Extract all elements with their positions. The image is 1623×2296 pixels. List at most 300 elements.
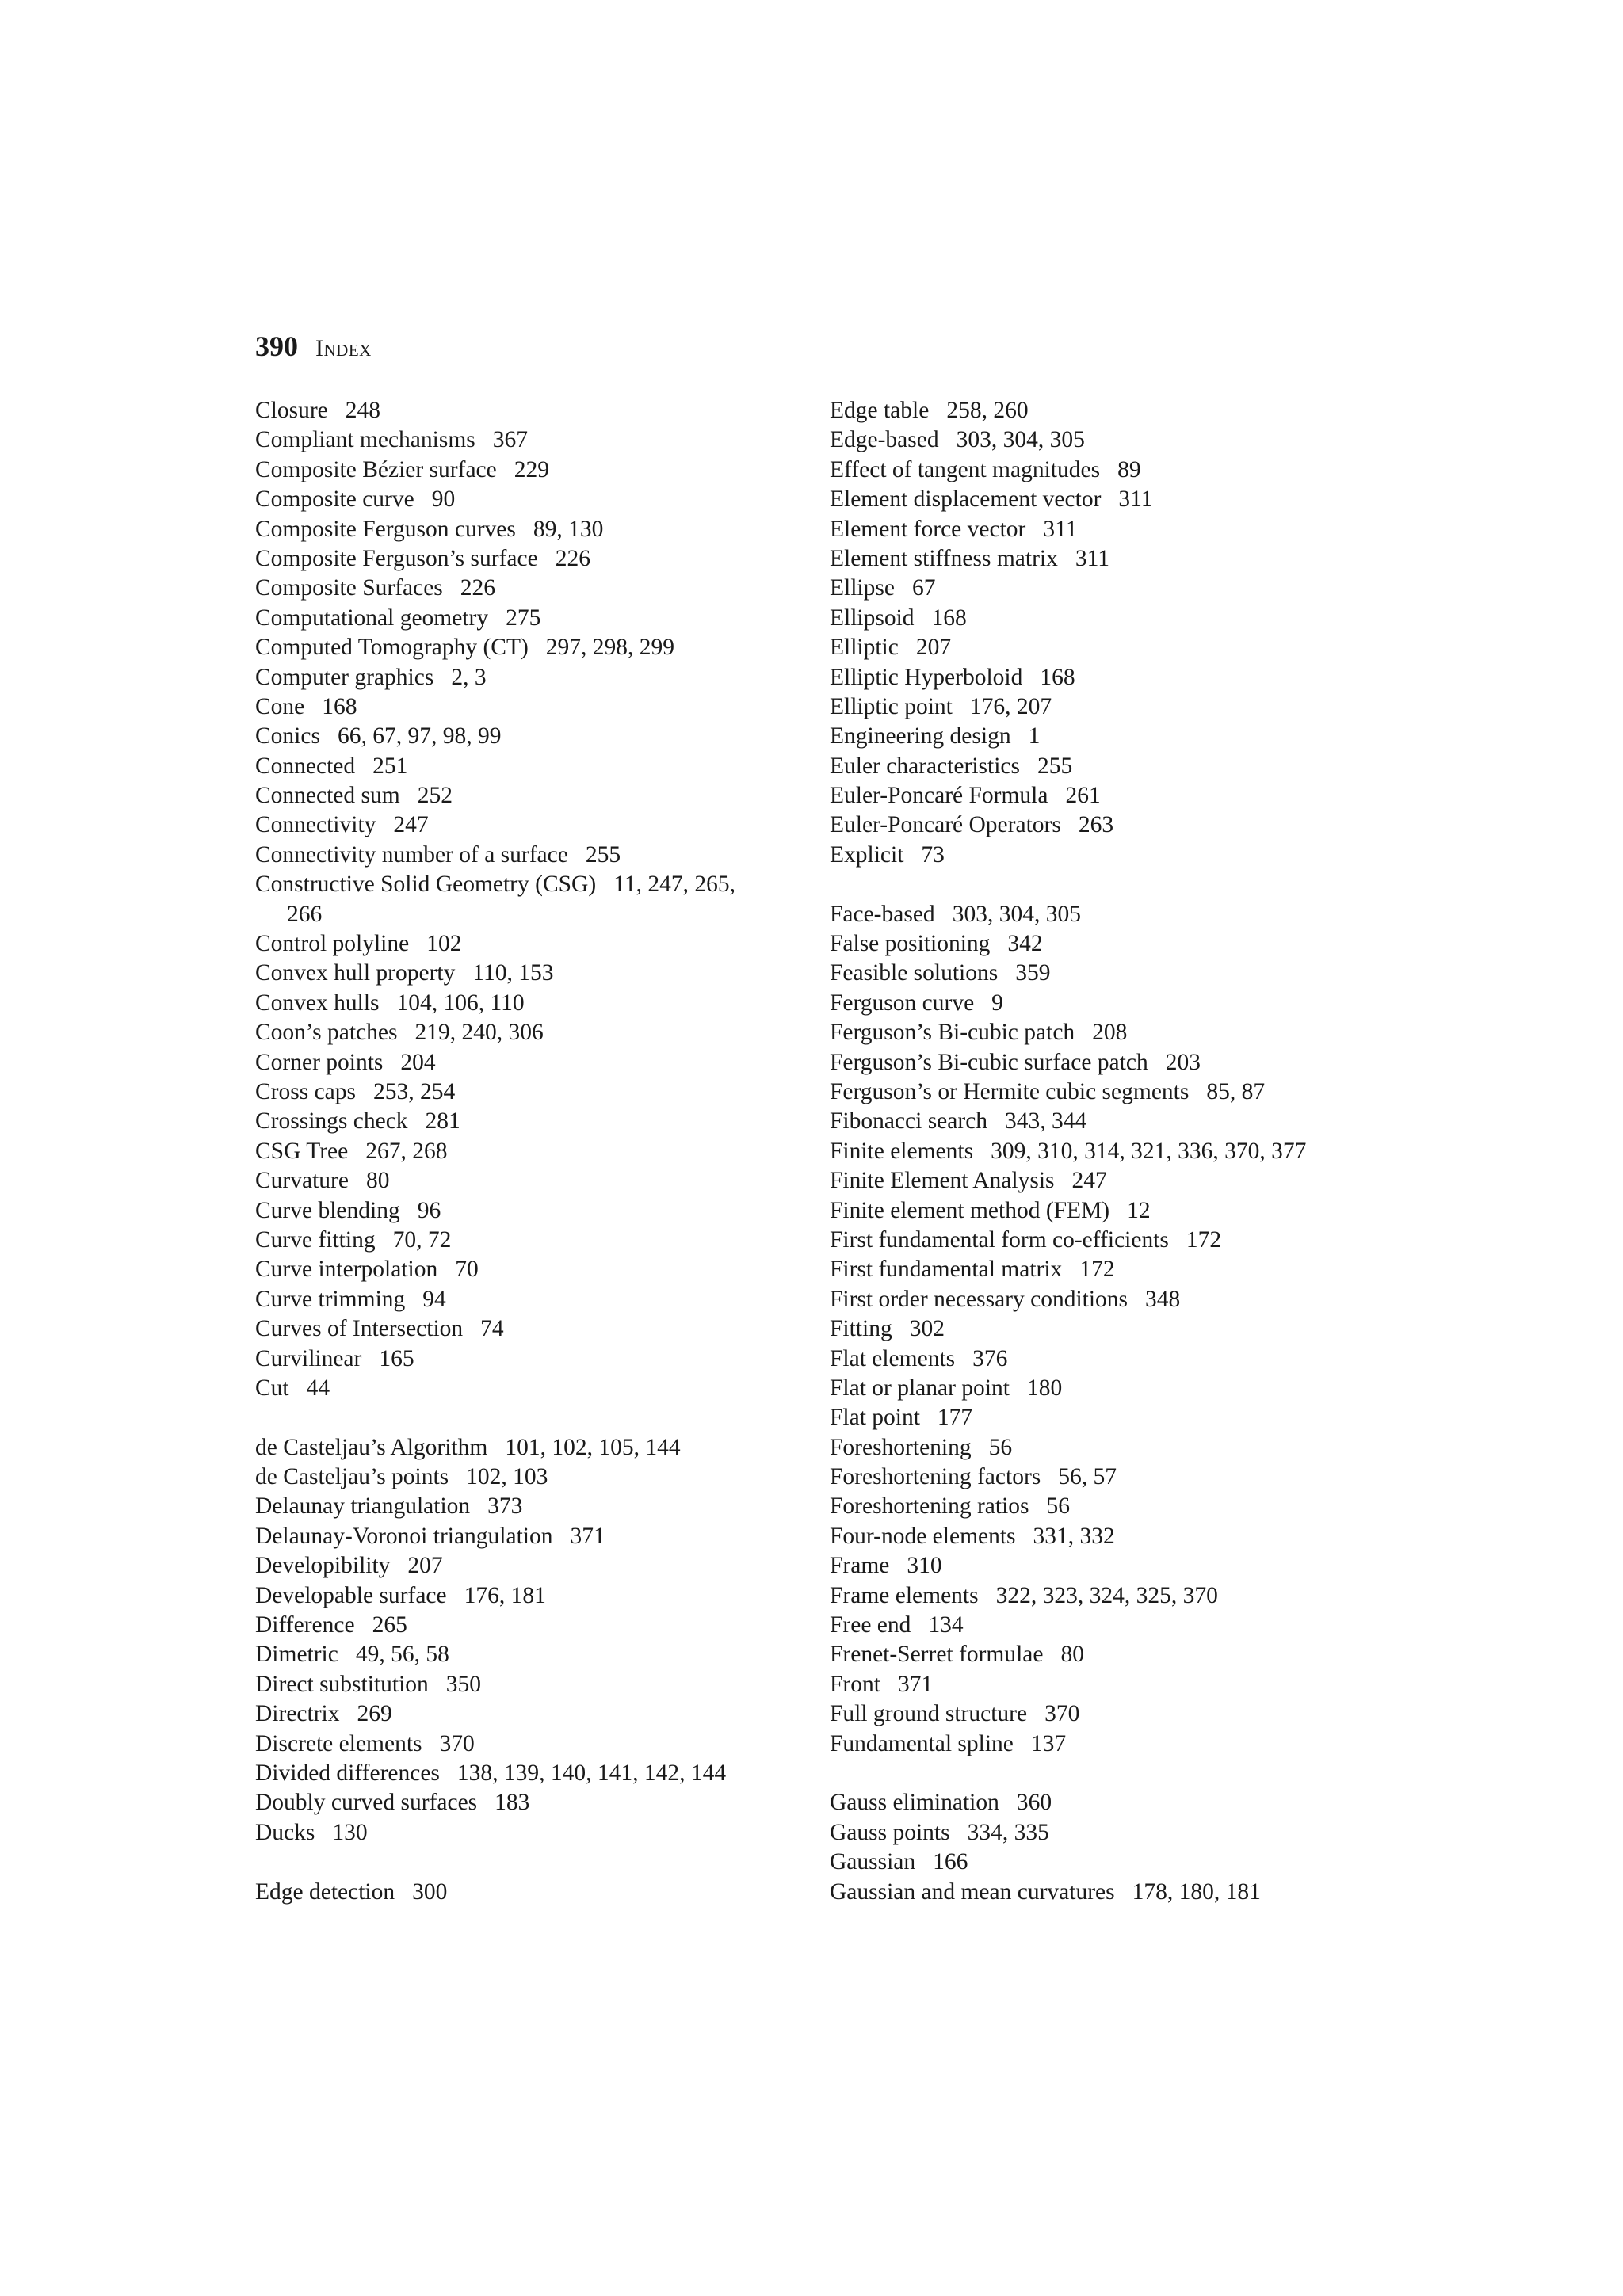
index-term: Feasible solutions (830, 960, 999, 986)
index-pages: 177 (937, 1405, 973, 1431)
index-term: Ferguson curve (830, 990, 975, 1016)
index-entry (830, 959, 1384, 988)
index-term: Cone (255, 693, 305, 719)
index-entry (830, 544, 1384, 574)
index-term: Free end (830, 1612, 911, 1638)
index-pages: 56, 57 (1058, 1464, 1117, 1490)
index-pages: 309, 310, 314, 321, 336, 370, 377 (991, 1138, 1307, 1164)
index-term: Foreshortening (830, 1434, 972, 1460)
index-term: Edge-based (830, 427, 939, 453)
index-pages: 297, 298, 299 (545, 635, 675, 661)
index-entry (830, 1433, 1384, 1463)
index-entry (255, 1374, 810, 1403)
index-term: Ellipsoid (830, 605, 915, 631)
index-entry (255, 1730, 810, 1759)
index-term: Coon’s patches (255, 1020, 398, 1046)
index-term: Explicit (830, 841, 904, 868)
index-term: Computational geometry (255, 605, 489, 631)
index-term: Corner points (255, 1049, 384, 1075)
index-term: Finite elements (830, 1138, 974, 1164)
index-entry (255, 633, 810, 662)
index-entry (255, 1759, 810, 1788)
index-pages: 89, 130 (533, 516, 604, 542)
index-entry (830, 810, 1384, 840)
index-pages: 367 (492, 427, 529, 453)
index-pages: 168 (1040, 664, 1075, 690)
index-pages: 204 (400, 1049, 436, 1075)
index-term: Composite Ferguson’s surface (255, 545, 538, 571)
index-pages: 311 (1075, 545, 1109, 571)
index-term: Control polyline (255, 931, 410, 957)
index-pages: 101, 102, 105, 144 (505, 1434, 681, 1460)
index-entry (830, 989, 1384, 1018)
index-pages: 281 (425, 1108, 460, 1135)
index-entry (830, 396, 1384, 425)
index-term: Delaunay triangulation (255, 1493, 471, 1520)
index-entry (255, 1137, 810, 1166)
index-term: Curve fitting (255, 1226, 376, 1253)
index-term: Crossings check (255, 1108, 408, 1135)
index-entry (255, 1107, 810, 1136)
index-pages: 263 (1078, 812, 1114, 838)
index-term: Connected sum (255, 783, 400, 809)
index-pages: 80 (1060, 1642, 1084, 1668)
index-term: Composite Surfaces (255, 575, 443, 601)
index-entry (255, 841, 810, 870)
index-pages: 229 (514, 456, 549, 482)
index-pages: 70 (455, 1257, 479, 1283)
index-term: de Casteljau’s Algorithm (255, 1434, 488, 1460)
index-entry (255, 1433, 810, 1463)
index-entry (830, 692, 1384, 722)
index-entry (255, 1522, 810, 1551)
index-term: Gaussian (830, 1849, 916, 1875)
index-pages: 172 (1079, 1257, 1115, 1283)
index-entry (255, 456, 810, 485)
index-pages: 248 (345, 398, 381, 423)
index-term: Frame elements (830, 1582, 979, 1608)
index-term: Curvature (255, 1168, 349, 1194)
index-entry (255, 544, 810, 574)
index-term: Curve interpolation (255, 1257, 438, 1283)
index-term: Gauss points (830, 1819, 950, 1845)
index-term: Dimetric (255, 1642, 338, 1668)
index-term: Fibonacci search (830, 1108, 988, 1135)
index-term: Closure (255, 398, 328, 423)
index-entry (830, 1551, 1384, 1581)
index-pages: 130 (332, 1819, 368, 1845)
index-pages: 348 (1145, 1286, 1181, 1312)
section-gap (255, 1403, 810, 1432)
index-pages: 207 (407, 1553, 443, 1579)
index-pages: 207 (915, 635, 952, 661)
index-entry (255, 959, 810, 988)
index-pages: 49, 56, 58 (355, 1642, 449, 1668)
index-term: Composite curve (255, 486, 414, 513)
index-pages: 265 (372, 1612, 407, 1638)
index-entry (830, 1699, 1384, 1729)
index-pages: 176, 207 (969, 693, 1052, 719)
index-entry (255, 574, 810, 603)
index-entry (255, 1285, 810, 1314)
index-entry (255, 663, 810, 692)
index-pages: 275 (506, 605, 541, 631)
index-entry (255, 929, 810, 959)
index-entry (255, 1344, 810, 1374)
index-term: Developibility (255, 1553, 391, 1579)
index-entry (830, 1314, 1384, 1344)
index-term: Cut (255, 1375, 289, 1401)
index-entry (255, 604, 810, 633)
index-entry (830, 1463, 1384, 1492)
index-pages: 203 (1165, 1049, 1201, 1075)
index-pages: 138, 139, 140, 141, 142, 144 (456, 1760, 727, 1786)
index-entry (255, 1314, 810, 1344)
index-entry (830, 1730, 1384, 1759)
index-pages: 322, 323, 324, 325, 370 (995, 1582, 1218, 1608)
index-term: Finite element method (FEM) (830, 1197, 1110, 1223)
index-entry (830, 1107, 1384, 1136)
index-entry (830, 1166, 1384, 1196)
index-entry (255, 1818, 810, 1848)
index-term: Face-based (830, 901, 935, 927)
index-pages: 253, 254 (373, 1079, 456, 1105)
index-pages-continuation: 266 (287, 901, 323, 927)
index-pages: 247 (393, 812, 429, 838)
index-pages: 258, 260 (946, 398, 1029, 423)
index-pages: 370 (1044, 1701, 1080, 1727)
index-term: Fitting (830, 1316, 892, 1342)
index-term: Flat or planar point (830, 1375, 1010, 1401)
index-pages: 165 (379, 1345, 414, 1371)
index-pages: 370 (439, 1730, 475, 1756)
index-term: Euler characteristics (830, 753, 1020, 779)
index-pages: 74 (480, 1316, 504, 1342)
index-entry (255, 1581, 810, 1611)
index-term: Front (830, 1671, 880, 1697)
index-pages: 311 (1043, 516, 1078, 542)
index-pages: 360 (1016, 1790, 1052, 1816)
index-pages: 269 (357, 1701, 392, 1727)
index-term: Ducks (255, 1819, 315, 1845)
index-pages: 311 (1118, 486, 1153, 513)
index-term: Edge detection (255, 1878, 395, 1905)
index-entry (830, 752, 1384, 781)
index-entry (255, 810, 810, 840)
index-entry (255, 1788, 810, 1817)
index-term: Curvilinear (255, 1345, 362, 1371)
index-term: CSG Tree (255, 1138, 349, 1164)
index-pages: 334, 335 (967, 1819, 1049, 1845)
index-term: Curves of Intersection (255, 1316, 464, 1342)
index-pages: 303, 304, 305 (956, 427, 1085, 453)
index-pages: 371 (570, 1523, 605, 1549)
index-pages: 102 (426, 931, 462, 957)
index-pages: 255 (585, 841, 621, 868)
index-term: Composite Bézier surface (255, 456, 497, 482)
index-pages: 168 (931, 605, 967, 631)
index-entry (830, 485, 1384, 514)
index-entry (830, 425, 1384, 455)
index-term: Curve trimming (255, 1286, 406, 1312)
index-entry (255, 1048, 810, 1077)
index-pages: 303, 304, 305 (952, 901, 1081, 927)
index-entry (830, 1018, 1384, 1047)
index-entry (830, 1077, 1384, 1107)
index-entry (830, 1581, 1384, 1611)
index-pages: 183 (495, 1790, 530, 1816)
index-entry (830, 1611, 1384, 1640)
index-pages: 251 (372, 753, 408, 779)
index-entry (830, 515, 1384, 544)
index-entry (255, 1255, 810, 1284)
index-term: Flat elements (830, 1345, 956, 1371)
index-entry (830, 1403, 1384, 1432)
index-entry (255, 1463, 810, 1492)
index-term: Frame (830, 1553, 890, 1579)
index-pages: 85, 87 (1206, 1078, 1266, 1104)
index-pages: 247 (1071, 1168, 1107, 1194)
index-pages: 73 (921, 841, 945, 868)
index-pages: 300 (412, 1878, 448, 1905)
index-term: Connectivity (255, 812, 376, 838)
index-entry (830, 1670, 1384, 1699)
index-entry (255, 989, 810, 1018)
index-term: Ellipse (830, 575, 895, 601)
index-entry (255, 1077, 810, 1107)
index-term: First order necessary conditions (830, 1286, 1128, 1312)
index-term: Element displacement vector (830, 486, 1102, 513)
index-entry (255, 485, 810, 514)
index-pages: 226 (555, 545, 590, 571)
index-term: Gaussian and mean curvatures (830, 1878, 1115, 1905)
section-gap (830, 870, 1384, 899)
index-pages: 56 (988, 1434, 1013, 1460)
index-pages: 180 (1026, 1375, 1063, 1401)
index-entry (830, 781, 1384, 810)
index-pages: 102, 103 (466, 1464, 548, 1490)
index-term: Ferguson’s Bi-cubic patch (830, 1020, 1075, 1046)
index-term: Conics (255, 723, 320, 749)
index-pages: 96 (417, 1197, 441, 1223)
index-term: Computed Tomography (CT) (255, 635, 529, 661)
index-pages: 219, 240, 306 (414, 1020, 544, 1046)
index-pages: 2, 3 (451, 664, 487, 690)
index-term: Frenet-Serret formulae (830, 1642, 1044, 1668)
index-entry (830, 1878, 1384, 1907)
index-entry (255, 722, 810, 751)
index-term: Ferguson’s or Hermite cubic segments (830, 1078, 1190, 1104)
index-term: Convex hulls (255, 990, 380, 1016)
index-term: Foreshortening factors (830, 1464, 1041, 1490)
index-pages: 89 (1117, 456, 1141, 482)
index-term: Elliptic Hyperboloid (830, 664, 1023, 690)
index-entry (830, 1226, 1384, 1255)
index-pages: 252 (417, 783, 453, 809)
index-entry (255, 515, 810, 544)
index-term: Element force vector (830, 516, 1026, 542)
index-entry (255, 1018, 810, 1047)
index-entry (255, 1166, 810, 1196)
index-entry (830, 1640, 1384, 1669)
index-term: Cross caps (255, 1079, 357, 1105)
index-term: Finite Element Analysis (830, 1168, 1055, 1194)
index-entry (830, 841, 1384, 870)
index-pages: 342 (1007, 931, 1043, 957)
index-pages: 137 (1030, 1730, 1067, 1756)
index-pages: 261 (1065, 783, 1101, 809)
index-pages: 56 (1046, 1493, 1071, 1520)
index-entry (255, 1196, 810, 1226)
index-pages: 94 (422, 1286, 446, 1312)
index-pages: 178, 180, 181 (1132, 1878, 1261, 1905)
index-pages: 70, 72 (392, 1226, 452, 1253)
index-term: First fundamental form co-efficients (830, 1226, 1169, 1253)
index-entry (830, 1788, 1384, 1817)
index-entry (255, 692, 810, 722)
index-term: Connected (255, 753, 356, 779)
index-pages: 267, 268 (365, 1138, 448, 1164)
page-header (255, 329, 372, 364)
index-entry (255, 1226, 810, 1255)
index-entry (255, 1878, 810, 1907)
index-term: Difference (255, 1612, 355, 1638)
index-term: Elliptic point (830, 693, 953, 719)
index-term: Composite Ferguson curves (255, 516, 516, 542)
index-pages: 373 (487, 1493, 523, 1520)
index-pages: 110, 153 (472, 960, 554, 986)
index-pages: 90 (431, 486, 456, 513)
index-pages: 255 (1037, 753, 1073, 779)
index-entry (830, 604, 1384, 633)
index-entry (830, 722, 1384, 751)
index-entry (830, 663, 1384, 692)
index-pages: 226 (460, 575, 496, 601)
index-entry (830, 456, 1384, 485)
index-entry (830, 1522, 1384, 1551)
index-term: False positioning (830, 931, 991, 957)
index-term: Four-node elements (830, 1523, 1016, 1549)
index-pages: 166 (933, 1849, 968, 1875)
index-term: Gauss elimination (830, 1790, 999, 1816)
index-term: Direct substitution (255, 1671, 429, 1697)
index-pages: 168 (322, 693, 357, 719)
index-pages: 310 (907, 1553, 942, 1579)
index-pages: 343, 344 (1005, 1108, 1087, 1135)
index-term: Edge table (830, 398, 930, 423)
index-entry (830, 1255, 1384, 1284)
index-pages: 350 (445, 1671, 482, 1697)
index-term: Fundamental spline (830, 1730, 1014, 1756)
index-entry (255, 1492, 810, 1521)
index-term: Effect of tangent magnitudes (830, 456, 1101, 482)
index-entry (830, 1285, 1384, 1314)
index-entry (255, 1611, 810, 1640)
index-entry (830, 929, 1384, 959)
index-term: Divided differences (255, 1760, 440, 1786)
index-term: de Casteljau’s points (255, 1464, 449, 1490)
index-entry (830, 1818, 1384, 1848)
index-term: Directrix (255, 1701, 340, 1727)
index-pages: 12 (1127, 1197, 1151, 1223)
index-pages: 359 (1015, 960, 1051, 986)
index-pages: 302 (909, 1316, 945, 1342)
index-entry (830, 1196, 1384, 1226)
section-gap (255, 1848, 810, 1877)
index-term: Engineering design (830, 723, 1011, 749)
index-term: Element stiffness matrix (830, 545, 1058, 571)
index-entry (255, 1640, 810, 1669)
page-number: 390 (255, 330, 298, 362)
index-term: Discrete elements (255, 1730, 422, 1756)
index-pages: 176, 181 (464, 1582, 546, 1608)
index-term: Computer graphics (255, 664, 434, 690)
index-pages: 104, 106, 110 (396, 990, 525, 1016)
index-pages: 376 (972, 1345, 1008, 1371)
index-pages: 371 (897, 1671, 934, 1697)
index-pages: 134 (928, 1612, 964, 1638)
index-entry (255, 870, 810, 929)
index-pages: 44 (306, 1375, 330, 1401)
index-entry (255, 396, 810, 425)
index-entry (255, 752, 810, 781)
index-term: Connectivity number of a surface (255, 841, 568, 868)
index-pages: 11, 247, 265, (613, 871, 735, 898)
index-term: First fundamental matrix (830, 1257, 1063, 1283)
index-term: Foreshortening ratios (830, 1493, 1029, 1520)
index-entry (255, 425, 810, 455)
section-gap (830, 1759, 1384, 1788)
index-pages: 66, 67, 97, 98, 99 (337, 723, 502, 749)
index-term: Developable surface (255, 1582, 447, 1608)
index-entry (830, 1848, 1384, 1877)
index-term: Euler-Poncaré Formula (830, 783, 1048, 809)
index-term: Constructive Solid Geometry (CSG) (255, 871, 597, 898)
index-term: Full ground structure (830, 1701, 1028, 1727)
index-pages: 1 (1028, 723, 1041, 749)
index-term: Doubly curved surfaces (255, 1790, 478, 1816)
index-entry (830, 1374, 1384, 1403)
index-entry (830, 574, 1384, 603)
index-term: Delaunay-Voronoi triangulation (255, 1523, 553, 1549)
index-entry (830, 633, 1384, 662)
index-term: Flat point (830, 1405, 920, 1431)
index-pages: 172 (1186, 1226, 1222, 1253)
index-term: Convex hull property (255, 960, 456, 986)
index-term: Euler-Poncaré Operators (830, 812, 1061, 838)
index-entry (830, 1137, 1384, 1166)
index-entry (830, 1344, 1384, 1374)
index-term: Ferguson’s Bi-cubic surface patch (830, 1049, 1148, 1075)
index-entry (830, 900, 1384, 929)
index-term: Curve blending (255, 1197, 400, 1223)
running-head: Index (315, 335, 372, 361)
index-entry (255, 781, 810, 810)
index-entry (830, 1492, 1384, 1521)
index-pages: 67 (911, 575, 936, 601)
index-pages: 331, 332 (1033, 1523, 1115, 1549)
index-pages: 80 (365, 1168, 390, 1194)
index-entry (830, 1048, 1384, 1077)
index-term: Elliptic (830, 635, 899, 661)
index-entry (255, 1699, 810, 1729)
index-term: Compliant mechanisms (255, 427, 475, 453)
index-pages: 208 (1092, 1020, 1128, 1046)
index-entry (255, 1551, 810, 1581)
index-column-left (255, 396, 810, 1907)
index-pages: 9 (991, 990, 1003, 1016)
index-column-right (830, 396, 1384, 1907)
